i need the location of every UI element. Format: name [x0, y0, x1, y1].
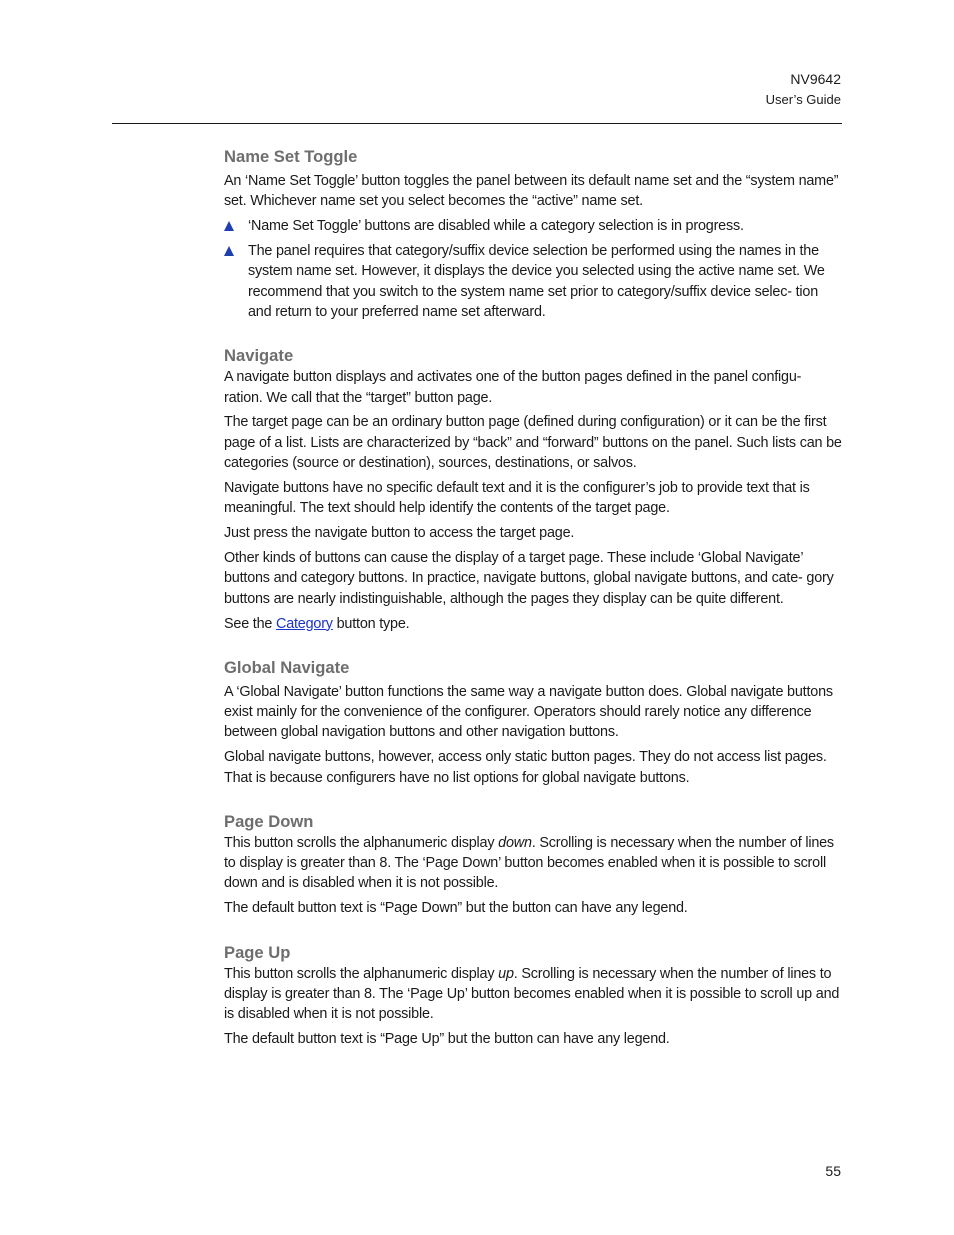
text-fragment: This button scrolls the alphanumeric display	[224, 965, 499, 982]
text-fragment: This button scrolls the alphanumeric display	[224, 834, 499, 851]
emphasis-text: down	[498, 834, 532, 851]
triangle-bullet-icon	[224, 221, 234, 231]
page-content	[224, 146, 842, 1049]
paragraph: A ‘Global Navigate’ button functions the same way a navigate button does. Global navigate buttons exist mainly for the convenience of the configurer. Operators should rarely notice any difference between global navigation buttons and other navigation buttons.	[224, 683, 833, 741]
header-guide-title: User’s Guide	[765, 92, 841, 107]
section-global-navigate	[224, 657, 842, 788]
section-navigate	[224, 345, 842, 634]
section-heading: Page Down	[224, 811, 314, 831]
section-page-up	[224, 942, 842, 1050]
bullet-item	[224, 216, 842, 236]
section-heading: Navigate	[224, 346, 294, 366]
section-name-set-toggle	[224, 146, 842, 322]
section-heading: Name Set Toggle	[224, 147, 358, 166]
text-fragment: See the	[224, 615, 277, 632]
paragraph: Navigate buttons have no specific default text and it is the configurer’s job to provide text that is meaningful. The text should help identify the contents of the target page.	[224, 479, 810, 517]
section-heading: Global Navigate	[224, 657, 350, 677]
category-link[interactable]: Category	[276, 615, 333, 632]
header-divider	[112, 123, 842, 124]
paragraph: The target page can be an ordinary button page (defined during configuration) or it can be the first page of a list. Lists are characterized by “back” and “forward” buttons on the panel. Such lists can be categories (source or destination), sources, destinations, or salvos.	[224, 414, 842, 472]
page-number: 55	[825, 1163, 841, 1179]
paragraph	[224, 833, 842, 894]
bullet-item	[224, 241, 842, 322]
paragraph: An ‘Name Set Toggle’ button toggles the panel between its default name set and the “system name” set. Whichever name set you select becomes the “active” name set.	[224, 173, 839, 210]
paragraph: Just press the navigate button to access the target page.	[224, 525, 575, 542]
text-fragment: . Scrolling is necessary when the number of lines to display is greater than 8. The ‘Page Up’ button becomes enabled when it is possible to scroll up and is disabled when it is not possible.	[224, 965, 840, 1023]
emphasis-text: up	[498, 965, 514, 982]
paragraph: The default button text is “Page Down” but the button can have any legend.	[224, 900, 688, 917]
bullet-text: The panel requires that category/suffix device selection be performed using the names in the system name set. However, it displays the device you selected using the active name set. We recommend that you switch to the system name set prior to category/suffix device selec- tion and return to your preferred name set afterward.	[248, 243, 825, 320]
bullet-text: ‘Name Set Toggle’ buttons are disabled while a category selection is in progress.	[248, 218, 744, 235]
paragraph: A navigate button displays and activates one of the button pages defined in the panel configu- ration. We call that the “target” button page.	[224, 369, 802, 406]
header-product-name: NV9642	[790, 71, 841, 87]
section-heading: Page Up	[224, 942, 291, 962]
paragraph	[224, 964, 842, 1025]
text-fragment: . Scrolling is necessary when the number of lines to display is greater than 8. The ‘Page Down’ button becomes enabled when it is possible to scroll down and is disabled when it is not possible.	[224, 834, 834, 892]
paragraph	[224, 614, 842, 634]
text-fragment: button type.	[332, 615, 410, 632]
paragraph: Other kinds of buttons can cause the display of a target page. These include ‘Global Navigate’ buttons and category buttons. In practice, navigate buttons, global navigate buttons, and cate- gory buttons are nearly indistinguishable, although the pages they display can be quite different.	[224, 550, 834, 607]
section-page-down	[224, 811, 842, 919]
triangle-bullet-icon	[224, 246, 234, 256]
paragraph: Global navigate buttons, however, access only static button pages. They do not access list pages. That is because configurers have no list options for global navigate buttons.	[224, 749, 827, 786]
paragraph: The default button text is “Page Up” but the button can have any legend.	[224, 1031, 670, 1048]
